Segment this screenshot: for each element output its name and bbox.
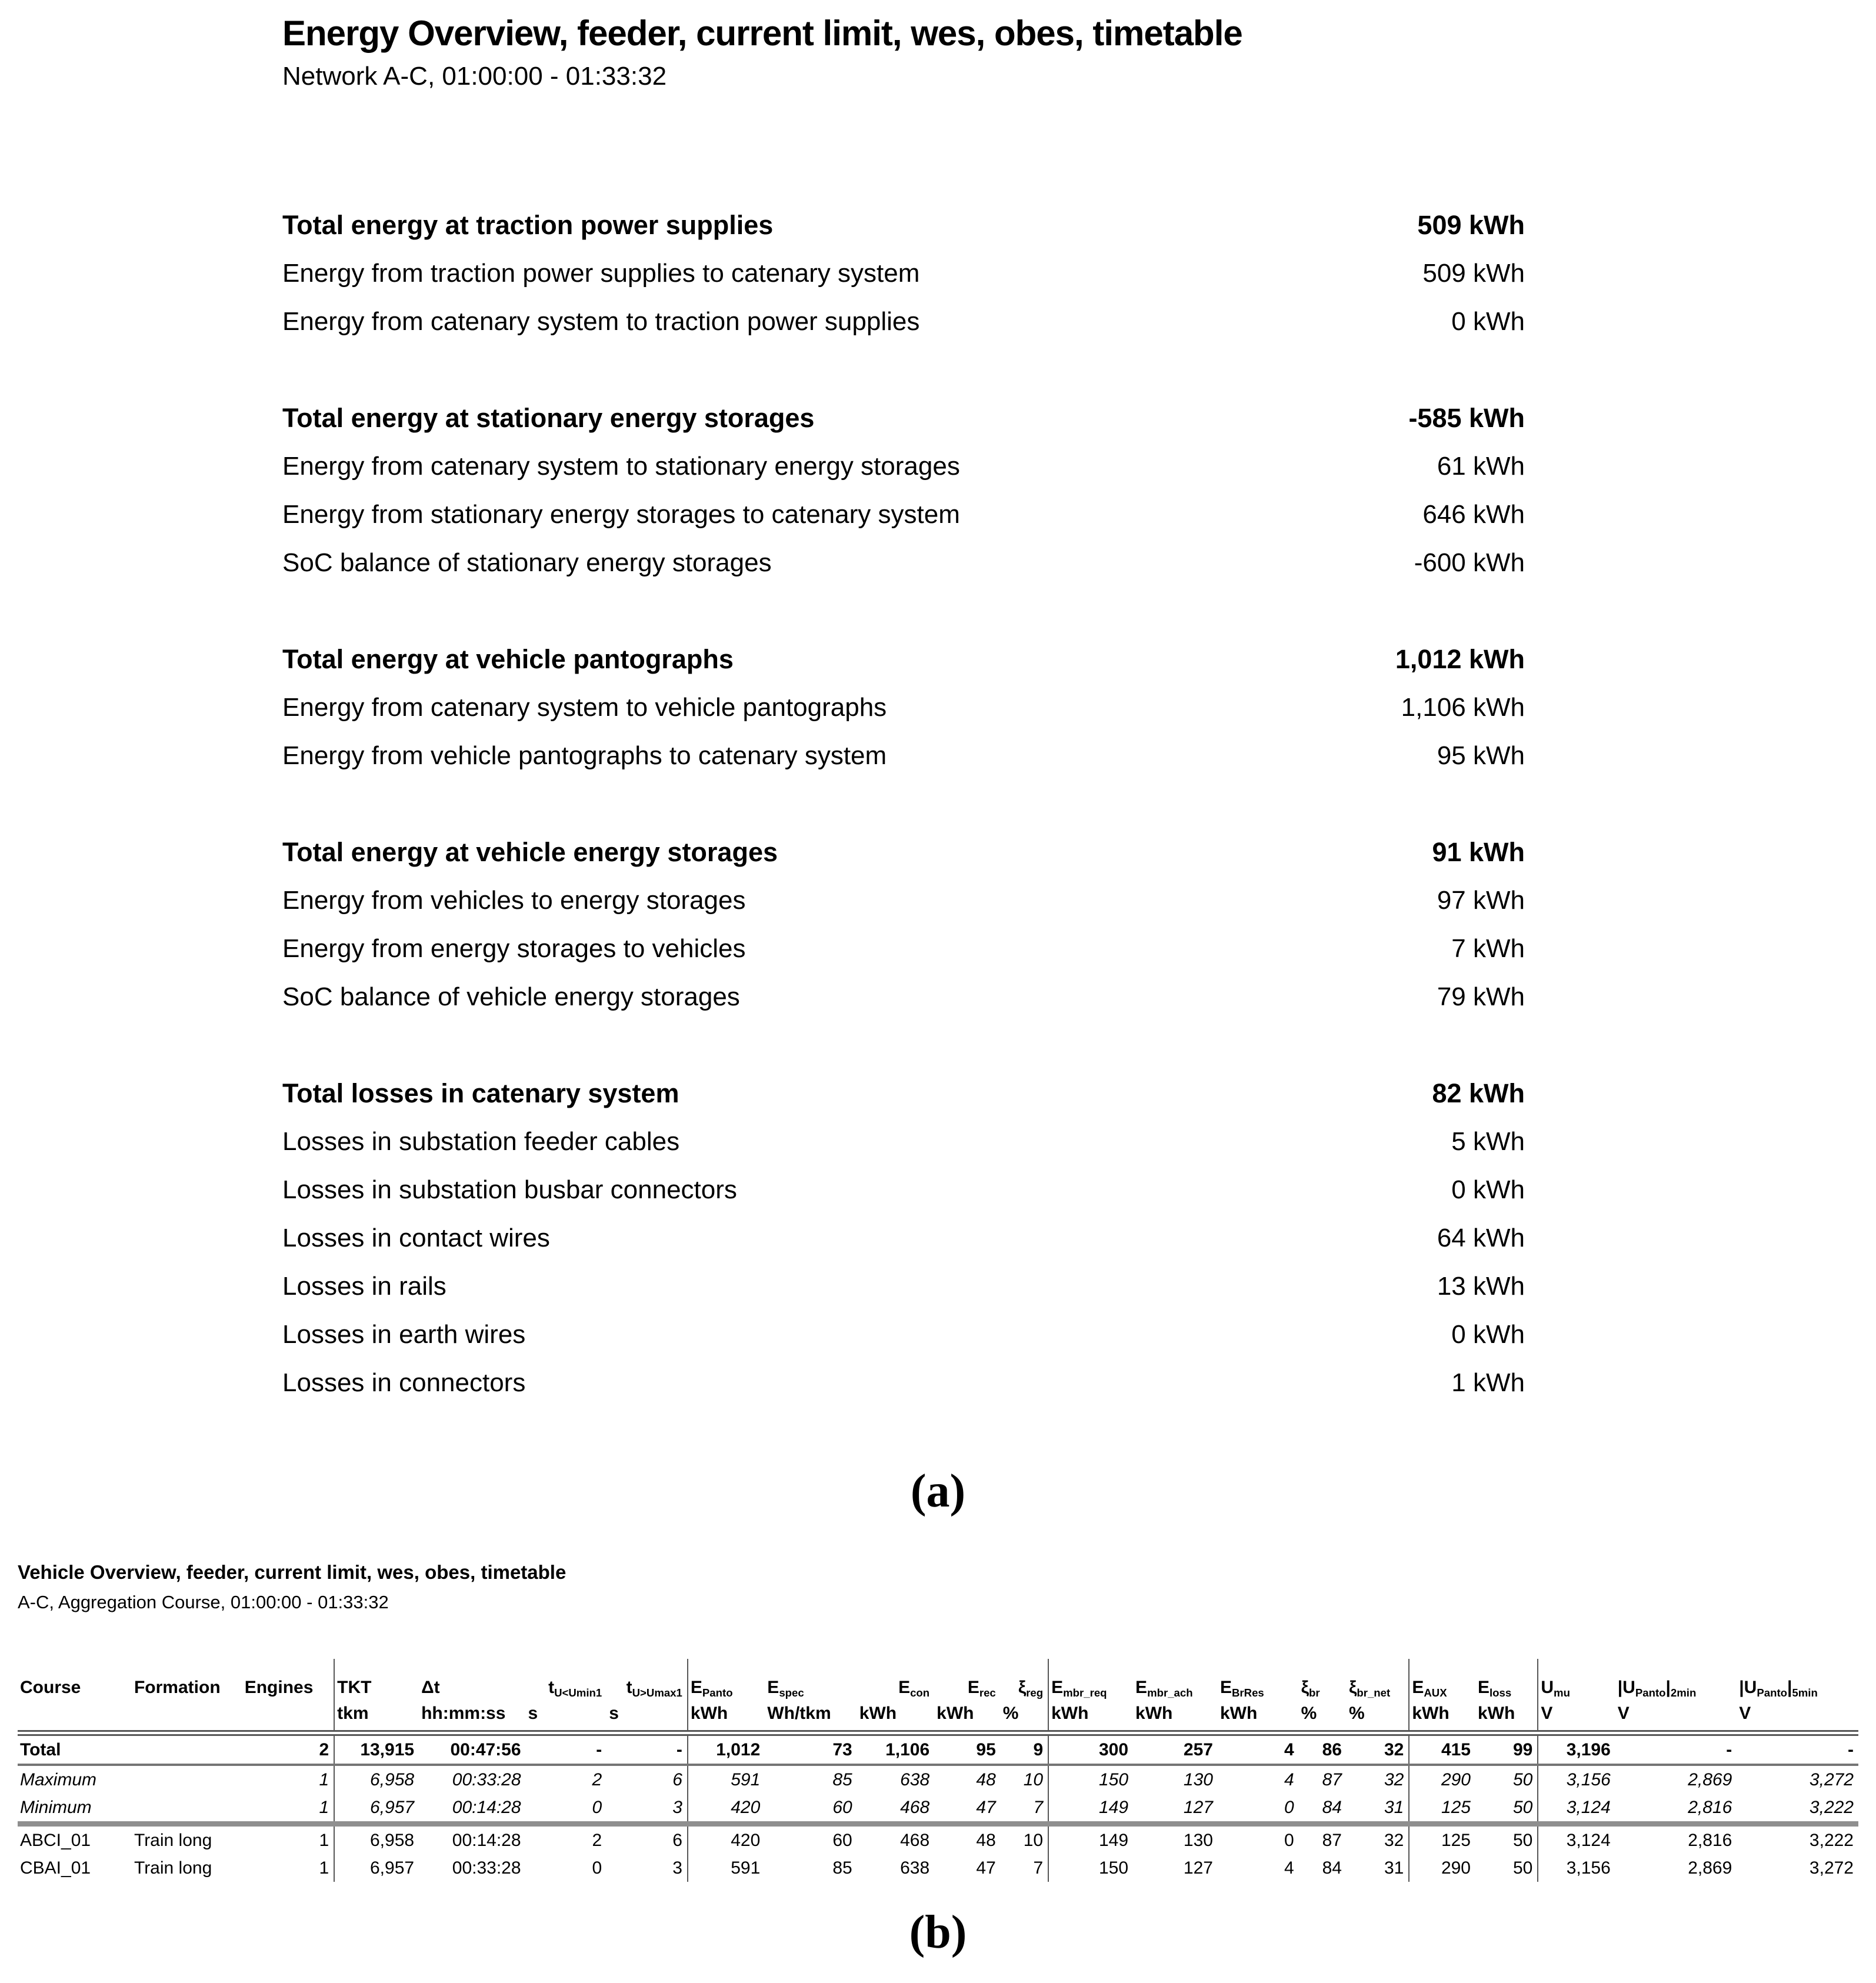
report-row-value: 0 kWh [1451,1320,1525,1349]
cell-maximum-tkt: 6,958 [334,1765,419,1794]
table-row-total [18,1733,1858,1765]
report-row-label: Energy from catenary system to stationary energy storages [282,452,960,481]
cell-abci-01-t-above-umax1: 6 [672,1831,682,1850]
report-row-label: Losses in connectors [282,1368,526,1397]
col-header-xi-br: ξbr [1301,1678,1320,1699]
report-row-value: 79 kWh [1437,982,1525,1011]
cell-abci-01-tkt: 6,958 [334,1824,419,1855]
cell-maximum-e-panto: 591 [688,1765,765,1794]
cell-total-engines: 2 [242,1733,334,1765]
cell-total-formation [132,1733,242,1765]
report-row-label: Energy from traction power supplies to catenary system [282,259,920,288]
cell-abci-01-course: ABCI_01 [20,1831,91,1850]
cell-cbai-01-u-panto-5min: 3,272 [1809,1858,1854,1878]
cell-cbai-01-t-above-umax1: 3 [672,1858,682,1878]
cell-minimum-course: Minimum [18,1794,132,1824]
col-header-e-mbr-req: Embr_req [1048,1659,1133,1701]
cell-total-u-panto-5min: - [1737,1733,1858,1765]
report-row-value: 1,106 kWh [1401,693,1525,722]
vehicle-table-header [18,1659,1858,1733]
report-row-value: 95 kWh [1437,741,1525,770]
cell-total-u-mu: 3,196 [1538,1733,1615,1765]
report-row-label: Losses in earth wires [282,1320,526,1349]
cell-cbai-01-e-con: 638 [900,1858,930,1878]
subfigure-label-a: (a) [910,1465,966,1517]
report-row-label: Energy from energy storages to vehicles [282,934,746,963]
report-row-value: 5 kWh [1451,1127,1525,1156]
cell-minimum-xi-reg: 7 [1001,1794,1048,1824]
cell-minimum-e-mbr-ach: 127 [1133,1794,1218,1824]
report-section-total: 509 kWh [1417,210,1525,240]
col-unit-t-below-umin1: s [526,1701,607,1733]
report-row-value: 64 kWh [1437,1224,1525,1252]
report-section-title: Total energy at stationary energy storages [282,403,815,433]
cell-total-course: Total [18,1733,132,1765]
cell-total-xi-br-net: 32 [1347,1733,1409,1765]
report-section [282,635,1525,780]
cell-total-dt: 00:47:56 [419,1733,525,1765]
report-row-label: Energy from catenary system to vehicle pantographs [282,693,887,722]
report-row [282,1311,1525,1359]
report-row-label: SoC balance of stationary energy storages [282,548,772,577]
report-section-total: -585 kWh [1408,403,1525,433]
cell-abci-01-dt: 00:14:28 [452,1831,521,1850]
report-row [282,1166,1525,1214]
cell-maximum-u-panto-2min: 2,869 [1688,1770,1732,1789]
table-row-abci-01 [18,1824,1858,1855]
cell-cbai-01-e-panto: 591 [688,1854,765,1882]
cell-abci-01-t-below-umin1: 2 [592,1831,602,1850]
col-unit-dt: hh:mm:ss [419,1701,525,1733]
cell-minimum-xi-br-net: 31 [1347,1794,1409,1824]
col-unit-tkt: tkm [334,1701,419,1733]
col-unit-e-mbr-ach: kWh [1133,1701,1218,1733]
cell-abci-01-e-mbr-req: 149 [1048,1824,1133,1855]
cell-maximum-u-mu: 3,156 [1538,1765,1615,1794]
cell-minimum-t-below-umin1: 0 [526,1794,607,1824]
col-header-u-mu: Umu [1538,1659,1615,1701]
cell-minimum-e-spec: 60 [765,1794,857,1824]
cell-minimum-e-mbr-req: 149 [1048,1794,1133,1824]
report-row [282,732,1525,780]
cell-cbai-01-u-mu: 3,156 [1538,1854,1615,1882]
col-unit-e-con: kWh [857,1701,934,1733]
report-row [282,1214,1525,1262]
cell-abci-01-e-spec: 60 [832,1831,852,1850]
report-row-label: Losses in substation feeder cables [282,1127,680,1156]
col-header-xi-br-net: ξbr_net [1348,1678,1391,1699]
cell-maximum-engines: 1 [319,1770,329,1789]
report-row [282,828,1525,876]
cell-minimum-u-mu: 3,124 [1538,1794,1615,1824]
cell-total-xi-reg: 9 [1001,1733,1048,1765]
report-row-label: Energy from stationary energy storages to catenary system [282,500,960,529]
cell-cbai-01-e-loss: 50 [1513,1858,1533,1878]
header-unit-row [18,1701,1858,1733]
cell-total-t-below-umin1: - [526,1733,607,1765]
cell-maximum-course: Maximum [20,1770,97,1789]
col-header-e-aux: EAUX [1409,1659,1475,1701]
energy-overview-report [282,12,1525,1407]
cell-total-e-loss: 99 [1475,1733,1538,1765]
col-unit-u-mu: V [1538,1701,1615,1733]
report-section [282,394,1525,587]
report-row-label: Energy from vehicle pantographs to catenary system [282,741,887,770]
cell-abci-01-u-panto-5min: 3,222 [1809,1831,1854,1850]
cell-maximum-dt: 00:33:28 [452,1770,521,1789]
cell-cbai-01-e-spec: 85 [832,1858,852,1878]
cell-minimum-e-brres: 0 [1218,1794,1299,1824]
col-header-e-rec: Erec [967,1678,996,1699]
report-row [282,635,1525,684]
vehicle-overview-report [18,1560,1858,1882]
cell-abci-01-e-brres: 0 [1284,1831,1294,1850]
col-header-e-con: Econ [898,1678,930,1699]
col-unit-e-spec: Wh/tkm [765,1701,857,1733]
col-header-e-brres: EBrRes [1219,1678,1264,1699]
col-header-e-panto: EPanto [688,1659,765,1701]
col-header-dt: Δt [421,1678,440,1697]
col-header-t-above-umax1: tU>Umax1 [626,1678,682,1699]
cell-cbai-01-tkt: 6,957 [334,1854,419,1882]
report-row [282,539,1525,587]
col-unit-e-panto: kWh [688,1701,765,1733]
table-row-cbai-01 [18,1854,1858,1882]
col-header-e-loss: Eloss [1478,1678,1512,1699]
cell-cbai-01-xi-br-net: 31 [1384,1858,1404,1878]
cell-abci-01-e-mbr-ach: 130 [1183,1831,1213,1850]
cell-minimum-xi-br: 84 [1299,1794,1347,1824]
cell-maximum-e-mbr-ach: 130 [1183,1770,1213,1789]
cell-abci-01-xi-reg: 10 [1023,1831,1044,1850]
report-row [282,1118,1525,1166]
report-row-value: 7 kWh [1451,934,1525,963]
cell-total-e-aux: 415 [1409,1733,1475,1765]
col-unit-e-rec: kWh [934,1701,1001,1733]
report-row [282,394,1525,442]
report-row [282,201,1525,249]
cell-abci-01-e-aux: 125 [1409,1824,1475,1855]
cell-maximum-e-brres: 4 [1284,1770,1294,1789]
report-row [282,249,1525,298]
cell-maximum-t-below-umin1: 2 [592,1770,602,1789]
cell-abci-01-e-con: 468 [900,1831,930,1850]
col-unit-xi-reg: % [1001,1701,1048,1733]
col-header-t-below-umin1: tU<Umin1 [548,1678,602,1699]
report-section-title: Total energy at traction power supplies [282,210,774,240]
cell-total-e-rec: 95 [934,1733,1001,1765]
report-row-label: Losses in rails [282,1272,446,1301]
cell-abci-01-e-panto: 420 [688,1824,765,1855]
cell-maximum-e-aux: 290 [1409,1765,1475,1794]
cell-total-u-panto-2min: - [1615,1733,1737,1765]
report-row [282,1262,1525,1311]
header-name-row [18,1659,1858,1701]
report-section-total: 1,012 kWh [1395,644,1525,674]
report-row-value: 13 kWh [1437,1272,1525,1301]
cell-total-t-above-umax1: - [607,1733,688,1765]
table-row-minimum [18,1794,1858,1824]
cell-cbai-01-e-mbr-req: 150 [1048,1854,1133,1882]
col-unit-u-panto-2min: V [1615,1701,1737,1733]
report-row-value: 646 kWh [1422,500,1525,529]
col-unit-e-mbr-req: kWh [1048,1701,1133,1733]
cell-cbai-01-xi-reg: 7 [1033,1858,1044,1878]
report-row-value: -600 kWh [1414,548,1525,577]
col-unit-formation [132,1701,242,1733]
cell-total-tkt: 13,915 [334,1733,419,1765]
cell-minimum-e-panto: 420 [688,1794,765,1824]
col-header-xi-reg: ξreg [1018,1678,1044,1699]
report-row [282,298,1525,346]
report-row-value: 97 kWh [1437,886,1525,915]
cell-cbai-01-formation: Train long [134,1858,212,1878]
report-row [282,876,1525,925]
report-row-value: 0 kWh [1451,307,1525,336]
report-row-label: Losses in substation busbar connectors [282,1175,737,1204]
report-row-value: 1 kWh [1451,1368,1525,1397]
cell-abci-01-e-rec: 48 [976,1831,996,1850]
cell-total-e-con: 1,106 [857,1733,934,1765]
report-title: Energy Overview, feeder, current limit, wes, obes, timetable [282,14,1242,53]
col-header-e-mbr-ach: Embr_ach [1135,1678,1193,1699]
col-unit-course [18,1701,132,1733]
report-section-title: Total losses in catenary system [282,1078,679,1108]
report-row-label: SoC balance of vehicle energy storages [282,982,740,1011]
col-unit-xi-br-net: % [1347,1701,1409,1733]
cell-maximum-e-rec: 48 [976,1770,996,1789]
cell-minimum-u-panto-5min: 3,222 [1737,1794,1858,1824]
cell-minimum-tkt: 6,957 [334,1794,419,1824]
report-row-value: 509 kWh [1422,259,1525,288]
vehicle-table-body [18,1733,1858,1882]
report-subtitle: Network A-C, 01:00:00 - 01:33:32 [282,62,667,91]
cell-total-xi-br: 86 [1299,1733,1347,1765]
col-unit-u-panto-5min: V [1737,1701,1858,1733]
cell-total-e-brres: 4 [1218,1733,1299,1765]
cell-cbai-01-course: CBAI_01 [20,1858,91,1878]
vehicle-table [18,1659,1858,1882]
cell-total-e-mbr-ach: 257 [1133,1733,1218,1765]
cell-total-e-spec: 73 [765,1733,857,1765]
cell-maximum-xi-br-net: 32 [1384,1770,1404,1789]
cell-maximum-e-loss: 50 [1513,1770,1533,1789]
report-row-value: 61 kWh [1437,452,1525,481]
report-row [282,973,1525,1021]
cell-cbai-01-dt: 00:33:28 [452,1858,521,1878]
report-section [282,1069,1525,1407]
cell-cbai-01-e-rec: 47 [976,1858,996,1878]
col-header-u-panto-2min: |UPanto|2min [1617,1678,1697,1699]
col-header-engines: Engines [244,1678,314,1697]
report-row [282,1359,1525,1407]
report-section-title: Total energy at vehicle pantographs [282,644,734,674]
report-row [282,442,1525,491]
cell-maximum-e-spec: 85 [832,1770,852,1789]
cell-cbai-01-engines: 1 [319,1858,329,1878]
report-row-label: Energy from vehicles to energy storages [282,886,746,915]
report-row [282,1069,1525,1118]
cell-maximum-xi-br: 87 [1322,1770,1342,1789]
cell-abci-01-engines: 1 [319,1831,329,1850]
cell-total-e-mbr-req: 300 [1048,1733,1133,1765]
cell-abci-01-formation: Train long [134,1831,212,1850]
vehicle-subtitle: A-C, Aggregation Course, 01:00:00 - 01:33:32 [18,1592,389,1612]
subfigure-label-b: (b) [909,1907,967,1958]
cell-abci-01-e-loss: 50 [1513,1831,1533,1850]
report-section [282,828,1525,1021]
col-header-formation: Formation [134,1678,221,1697]
cell-abci-01-u-mu: 3,124 [1538,1824,1615,1855]
cell-cbai-01-xi-br: 84 [1322,1858,1342,1878]
col-unit-e-loss: kWh [1475,1701,1538,1733]
cell-total-e-panto: 1,012 [688,1733,765,1765]
report-row-label: Losses in contact wires [282,1224,550,1252]
report-row [282,491,1525,539]
table-row-maximum [18,1765,1858,1794]
cell-minimum-e-rec: 47 [934,1794,1001,1824]
col-header-u-panto-5min: |UPanto|5min [1739,1678,1818,1699]
cell-minimum-e-aux: 125 [1409,1794,1475,1824]
col-unit-e-brres: kWh [1218,1701,1299,1733]
cell-minimum-e-loss: 50 [1475,1794,1538,1824]
report-section [282,201,1525,346]
cell-cbai-01-t-below-umin1: 0 [592,1858,602,1878]
report-section-total: 91 kWh [1432,837,1525,867]
cell-minimum-engines: 1 [242,1794,334,1824]
cell-abci-01-xi-br: 87 [1322,1831,1342,1850]
vehicle-title: Vehicle Overview, feeder, current limit, wes, obes, timetable [18,1561,567,1583]
cell-minimum-formation [132,1794,242,1824]
col-header-tkt: TKT [334,1659,419,1701]
report-row-value: 0 kWh [1451,1175,1525,1204]
report-row-label: Energy from catenary system to traction power supplies [282,307,920,336]
cell-minimum-u-panto-2min: 2,816 [1615,1794,1737,1824]
cell-maximum-xi-reg: 10 [1023,1770,1044,1789]
report-row [282,684,1525,732]
col-unit-xi-br: % [1299,1701,1347,1733]
report-sections [282,201,1525,1407]
cell-abci-01-xi-br-net: 32 [1384,1831,1404,1850]
cell-maximum-e-con: 638 [900,1770,930,1789]
col-unit-e-aux: kWh [1409,1701,1475,1733]
cell-cbai-01-e-brres: 4 [1284,1858,1294,1878]
cell-maximum-formation [132,1765,242,1794]
col-header-course: Course [20,1678,81,1697]
report-row [282,925,1525,973]
cell-abci-01-u-panto-2min: 2,816 [1688,1831,1732,1850]
report-section-total: 82 kWh [1432,1078,1525,1108]
report-section-title: Total energy at vehicle energy storages [282,837,778,867]
cell-maximum-u-panto-5min: 3,272 [1809,1770,1854,1789]
cell-minimum-e-con: 468 [857,1794,934,1824]
cell-minimum-dt: 00:14:28 [419,1794,525,1824]
cell-maximum-t-above-umax1: 6 [672,1770,682,1789]
cell-cbai-01-e-aux: 290 [1409,1854,1475,1882]
cell-minimum-t-above-umax1: 3 [607,1794,688,1824]
cell-maximum-e-mbr-req: 150 [1048,1765,1133,1794]
col-header-e-spec: Espec [767,1678,804,1699]
col-unit-engines [242,1701,334,1733]
col-unit-t-above-umax1: s [607,1701,688,1733]
cell-cbai-01-u-panto-2min: 2,869 [1688,1858,1732,1878]
cell-cbai-01-e-mbr-ach: 127 [1183,1858,1213,1878]
